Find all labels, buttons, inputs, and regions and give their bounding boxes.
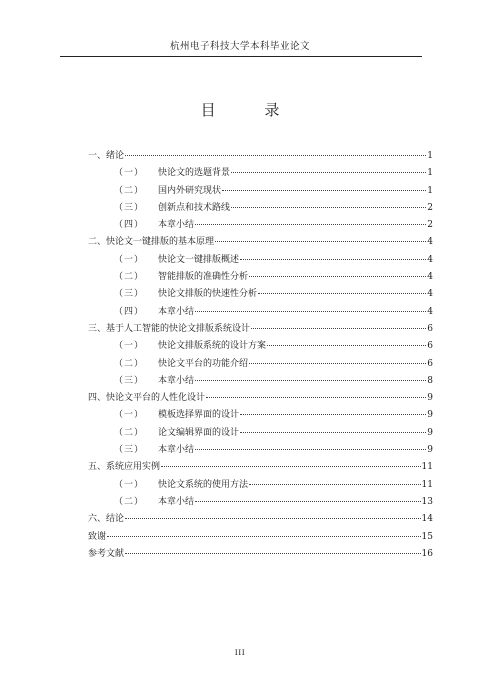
- toc-entry-label: [114, 286, 257, 303]
- toc-entry-number: （二）: [114, 185, 145, 196]
- toc-entry-text: 快论文的选题背景: [158, 168, 231, 179]
- toc-entry-text: 快论文一键排版概述: [158, 254, 240, 265]
- toc-entry-page: 4: [427, 272, 433, 283]
- toc-entry-label: [114, 407, 239, 424]
- toc-entry-number: （四）: [114, 306, 145, 317]
- toc-entry-page: 13: [421, 496, 433, 507]
- toc-entry-text: 快论文平台的功能介绍: [158, 358, 249, 369]
- toc-entry-number: （一）: [114, 341, 145, 352]
- toc-chapter-entry[interactable]: [88, 511, 433, 528]
- toc-entry-label: [88, 390, 205, 407]
- toc-entry-number: （二）: [114, 427, 145, 438]
- toc-entry-text: 快论文排版的快速性分析: [158, 289, 258, 300]
- toc-entry-label: [114, 304, 194, 321]
- dot-leader: [161, 458, 421, 467]
- toc-entry-page: 14: [421, 514, 433, 525]
- toc-subsection-entry[interactable]: [88, 407, 433, 424]
- toc-entry-page: 2: [427, 202, 433, 213]
- toc-entry-text: 本章小结: [158, 375, 195, 386]
- dot-leader: [125, 545, 421, 554]
- dot-leader: [125, 510, 421, 519]
- toc-subsection-entry[interactable]: [88, 356, 433, 373]
- toc-entry-page: 8: [427, 375, 433, 386]
- dot-leader: [258, 285, 426, 294]
- toc-entry-text: 二、快论文一键排版的基本原理: [88, 237, 215, 248]
- toc-entry-page: 6: [427, 358, 433, 369]
- toc-subsection-entry[interactable]: [88, 477, 433, 494]
- toc-entry-text: 六、结论: [88, 514, 125, 525]
- toc-entry-page: 11: [421, 462, 433, 473]
- dot-leader: [195, 372, 426, 381]
- toc-entry-page: 1: [427, 151, 433, 161]
- toc-entry-text: 三、基于人工智能的快论文排版系统设计: [88, 323, 251, 334]
- dot-leader: [215, 233, 426, 242]
- toc-entry-label: [114, 165, 230, 182]
- toc-entry-label: [114, 338, 266, 355]
- toc-entry-page: 1: [427, 185, 433, 196]
- toc-entry-label: [114, 477, 248, 494]
- dot-leader: [195, 493, 421, 502]
- dot-leader: [125, 147, 426, 156]
- dot-leader: [249, 268, 426, 277]
- toc-entry-label: [114, 356, 248, 373]
- toc-subsection-entry[interactable]: [88, 183, 433, 200]
- toc-entry-text: 本章小结: [158, 220, 195, 231]
- toc-entry-label: [88, 511, 124, 528]
- toc-entry-text: 本章小结: [158, 496, 195, 507]
- toc-chapter-entry[interactable]: [88, 459, 433, 476]
- toc-chapter-entry[interactable]: [88, 321, 433, 338]
- toc-entry-text: 快论文系统的使用方法: [158, 479, 249, 490]
- toc-entry-page: 9: [427, 410, 433, 421]
- toc-chapter-entry[interactable]: [88, 148, 433, 165]
- toc-entry-number: （三）: [114, 289, 145, 300]
- toc-subsection-entry[interactable]: [88, 217, 433, 234]
- toc-chapter-entry[interactable]: [88, 546, 433, 563]
- toc-entry-text: 致谢: [88, 531, 107, 542]
- toc-subsection-entry[interactable]: [88, 286, 433, 303]
- toc-entry-number: （一）: [114, 254, 145, 265]
- toc-entry-text: 智能排版的准确性分析: [158, 272, 249, 283]
- toc-entry-label: [88, 321, 250, 338]
- toc-entry-text: 五、系统应用实例: [88, 462, 161, 473]
- toc-entry-page: 4: [427, 289, 433, 300]
- dot-leader: [222, 182, 426, 191]
- toc-entry-page: 2: [427, 220, 433, 231]
- toc-subsection-entry[interactable]: [88, 252, 433, 269]
- dot-leader: [195, 441, 426, 450]
- toc-subsection-entry[interactable]: [88, 442, 433, 459]
- toc-subsection-entry[interactable]: [88, 494, 433, 511]
- toc-entry-number: （二）: [114, 272, 145, 283]
- dot-leader: [249, 476, 421, 485]
- toc-entry-number: （三）: [114, 375, 145, 386]
- toc-entry-number: （一）: [114, 410, 145, 421]
- toc-entry-page: 15: [421, 531, 433, 542]
- toc-entry-page: 11: [421, 479, 433, 490]
- toc-subsection-entry[interactable]: [88, 373, 433, 390]
- toc-chapter-entry[interactable]: [88, 529, 433, 546]
- toc-entry-number: （二）: [114, 358, 145, 369]
- dot-leader: [240, 406, 426, 415]
- toc-entry-label: [114, 269, 248, 286]
- dot-leader: [251, 320, 426, 329]
- toc-entry-text: 参考文献: [88, 548, 125, 559]
- toc-entry-label: [88, 148, 124, 165]
- dot-leader: [240, 251, 426, 260]
- toc-subsection-entry[interactable]: [88, 304, 433, 321]
- toc-entry-label: [114, 252, 239, 269]
- toc-entry-page: 9: [427, 427, 433, 438]
- toc-subsection-entry[interactable]: [88, 425, 433, 442]
- toc-entry-label: [114, 494, 194, 511]
- toc-entry-text: 国内外研究现状: [158, 185, 222, 196]
- toc-entry-label: [114, 217, 194, 234]
- toc-entry-number: （一）: [114, 168, 145, 179]
- toc-entry-text: 一、绪论: [88, 151, 125, 161]
- toc-entry-page: 16: [421, 548, 433, 559]
- toc-entry-page: 9: [427, 393, 433, 404]
- toc-entry-text: 快论文排版系统的设计方案: [158, 341, 267, 352]
- dot-leader: [107, 528, 421, 537]
- toc-title: 目 录: [200, 101, 302, 119]
- dot-leader: [195, 303, 426, 312]
- toc-entry-text: 四、快论文平台的人性化设计: [88, 393, 206, 404]
- dot-leader: [240, 424, 426, 433]
- toc-entry-page: 6: [427, 341, 433, 352]
- header-divider: [60, 56, 422, 57]
- toc-entry-text: 本章小结: [158, 445, 195, 456]
- dot-leader: [206, 389, 426, 398]
- toc-entry-page: 6: [427, 323, 433, 334]
- toc-entry-label: [88, 459, 160, 476]
- dot-leader: [195, 216, 426, 225]
- toc-entry-label: [88, 234, 214, 251]
- toc-entry-text: 论文编辑界面的设计: [158, 427, 240, 438]
- page-header: 杭州电子科技大学本科毕业论文: [169, 41, 310, 52]
- toc-subsection-entry[interactable]: [88, 165, 433, 182]
- toc-entry-page: 4: [427, 254, 433, 265]
- dot-leader: [231, 164, 426, 173]
- toc-entry-label: [114, 373, 194, 390]
- toc-subsection-entry[interactable]: [88, 200, 433, 217]
- toc-entry-text: 本章小结: [158, 306, 195, 317]
- toc-entry-label: [114, 442, 194, 459]
- toc-subsection-entry[interactable]: [88, 269, 433, 286]
- dot-leader: [267, 337, 426, 346]
- toc-entry-label: [114, 200, 230, 217]
- toc-entry-page: 9: [427, 445, 433, 456]
- toc-entry-page: 4: [427, 237, 433, 248]
- page-number: III: [234, 648, 246, 657]
- toc-entry-number: （一）: [114, 479, 145, 490]
- toc-entry-text: 模板选择界面的设计: [158, 410, 240, 421]
- toc-entry-text: 创新点和技术路线: [158, 202, 231, 213]
- dot-leader: [249, 355, 426, 364]
- toc-entry-number: （三）: [114, 202, 145, 213]
- toc-entry-number: （三）: [114, 445, 145, 456]
- toc-entry-label: [114, 425, 239, 442]
- toc-entry-number: （二）: [114, 496, 145, 507]
- toc-entry-page: 4: [427, 306, 433, 317]
- toc-chapter-entry[interactable]: [88, 234, 433, 251]
- toc-chapter-entry[interactable]: [88, 390, 433, 407]
- toc-entry-label: [88, 546, 124, 563]
- toc-entry-label: [88, 529, 106, 546]
- dot-leader: [231, 199, 426, 208]
- toc-entry-label: [114, 183, 221, 200]
- toc-entry-number: （四）: [114, 220, 145, 231]
- toc-entry-page: 1: [427, 168, 433, 179]
- table-of-contents: [88, 148, 433, 563]
- toc-subsection-entry[interactable]: [88, 338, 433, 355]
